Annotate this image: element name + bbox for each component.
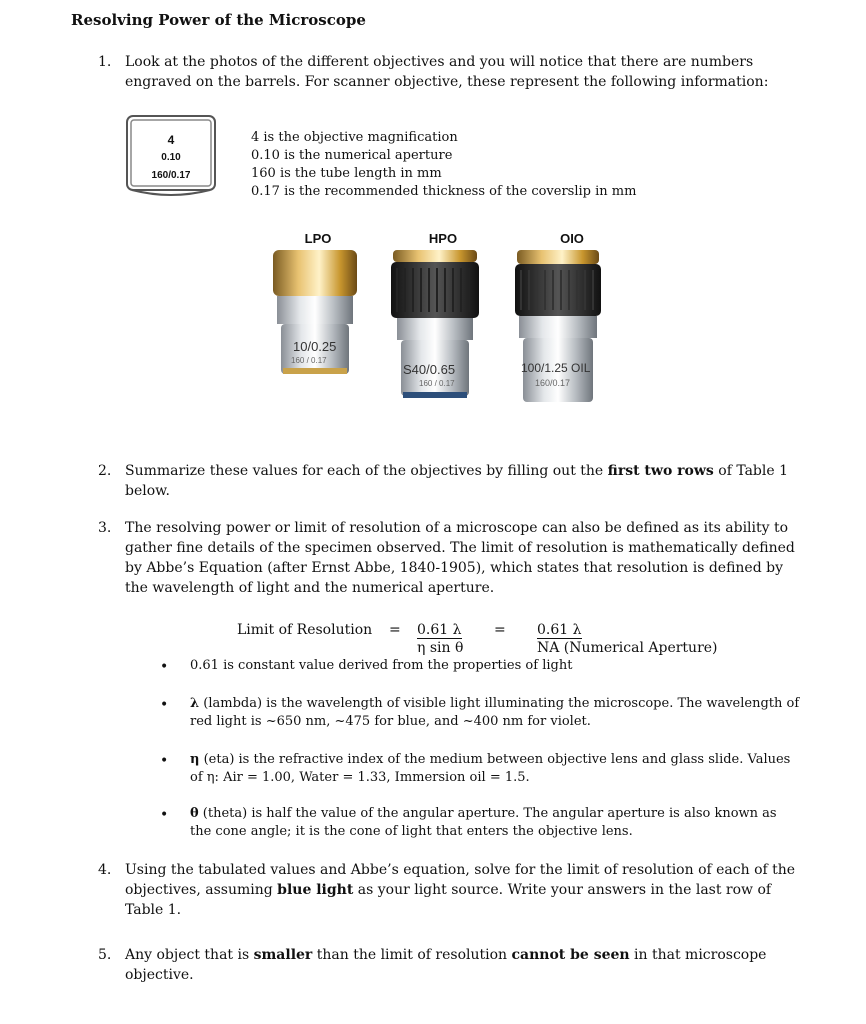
formula-denominator-1: η sin θ (417, 640, 464, 656)
question-text: Look at the photos of the different objectives and you will notice that there are numbers engraved on the barrels. For scanner objective, these represent the following information: (125, 54, 769, 90)
question-text: Any object that is smaller than the limit of resolution cannot be seen in that microscope objective. (125, 947, 767, 983)
oio-engraving-sub: 160/0.17 (535, 378, 571, 388)
lpo-engraving: 10/0.25 (293, 339, 337, 354)
bullet-lambda: λ (lambda) is the wavelength of visible light illuminating the microscope. The wavelength of red light is ~650 nm, ~475 for blue, and ~400 nm for violet. (190, 696, 800, 729)
question-text: Using the tabulated values and Abbe’s equation, solve for the limit of resolution of each of the objectives, assuming blue light as your light source. Write your answers in the last row of Table 1. (125, 862, 796, 918)
formula-numerator-2: 0.61 λ (537, 622, 582, 638)
formula-numerator-1: 0.61 λ (417, 622, 462, 638)
barrel-tube-coverslip: 160/0.17 (151, 170, 191, 181)
question-number: 2. (98, 463, 112, 479)
formula-equals-1: = (389, 622, 401, 638)
question-text: Summarize these values for each of the objectives by filling out the first two rows of Table 1 below. (125, 463, 789, 499)
hpo-engraving: S40/0.65 (403, 362, 456, 377)
bullet-marker: • (160, 659, 169, 675)
objective-label-hpo: HPO (428, 231, 458, 246)
formula-denominator-2: NA (Numerical Aperture) (537, 640, 718, 656)
objective-label-lpo: LPO (304, 231, 332, 246)
bullet-constant: 0.61 is constant value derived from the properties of light (190, 658, 573, 673)
barrel-aperture: 0.10 (161, 152, 181, 163)
oio-engraving: 100/1.25 OIL (521, 361, 591, 375)
formula-equals-2: = (494, 622, 506, 638)
info-line: 160 is the tube length in mm (251, 166, 442, 181)
barrel-magnification: 4 (167, 133, 175, 147)
bullet-eta: η (eta) is the refractive index of the medium between objective lens and glass slide. Values of η: Air = 1.00, Water = 1.33, Immersion oil = 1.5. (190, 752, 791, 785)
lpo-engraving-sub: 160 / 0.17 (291, 356, 327, 365)
bullet-marker: • (160, 697, 169, 713)
objective-label-oio: OIO (560, 231, 584, 246)
question-text: The resolving power or limit of resolution of a microscope can also be defined as its ability to gather fine details of the specimen observed. The limit of resolution is mathematically defined by Abbe’s Equation (after Ernst Abbe, 1840-1905), which states that resolution is defined by the wavelength of light and the numerical aperture. (125, 520, 795, 596)
formula-label: Limit of Resolution (237, 622, 373, 638)
question-number: 1. (98, 54, 112, 70)
page-title: Resolving Power of the Microscope (71, 11, 366, 29)
objective-photos (265, 248, 615, 418)
bullet-theta: θ (theta) is half the value of the angular aperture. The angular aperture is also known as the cone angle; it is the cone of light that enters the objective lens. (190, 806, 777, 839)
barrel-info-list (251, 129, 636, 201)
bullet-marker: • (160, 807, 169, 823)
question-number: 4. (98, 862, 112, 878)
hpo-engraving-sub: 160 / 0.17 (419, 379, 455, 388)
info-line: 0.10 is the numerical aperture (251, 148, 453, 163)
bullet-marker: • (160, 753, 169, 769)
info-line: 4 is the objective magnification (251, 130, 458, 145)
question-number: 5. (98, 947, 112, 963)
scanner-barrel-diagram (126, 114, 216, 198)
question-number: 3. (98, 520, 112, 536)
info-line: 0.17 is the recommended thickness of the coverslip in mm (251, 184, 637, 199)
